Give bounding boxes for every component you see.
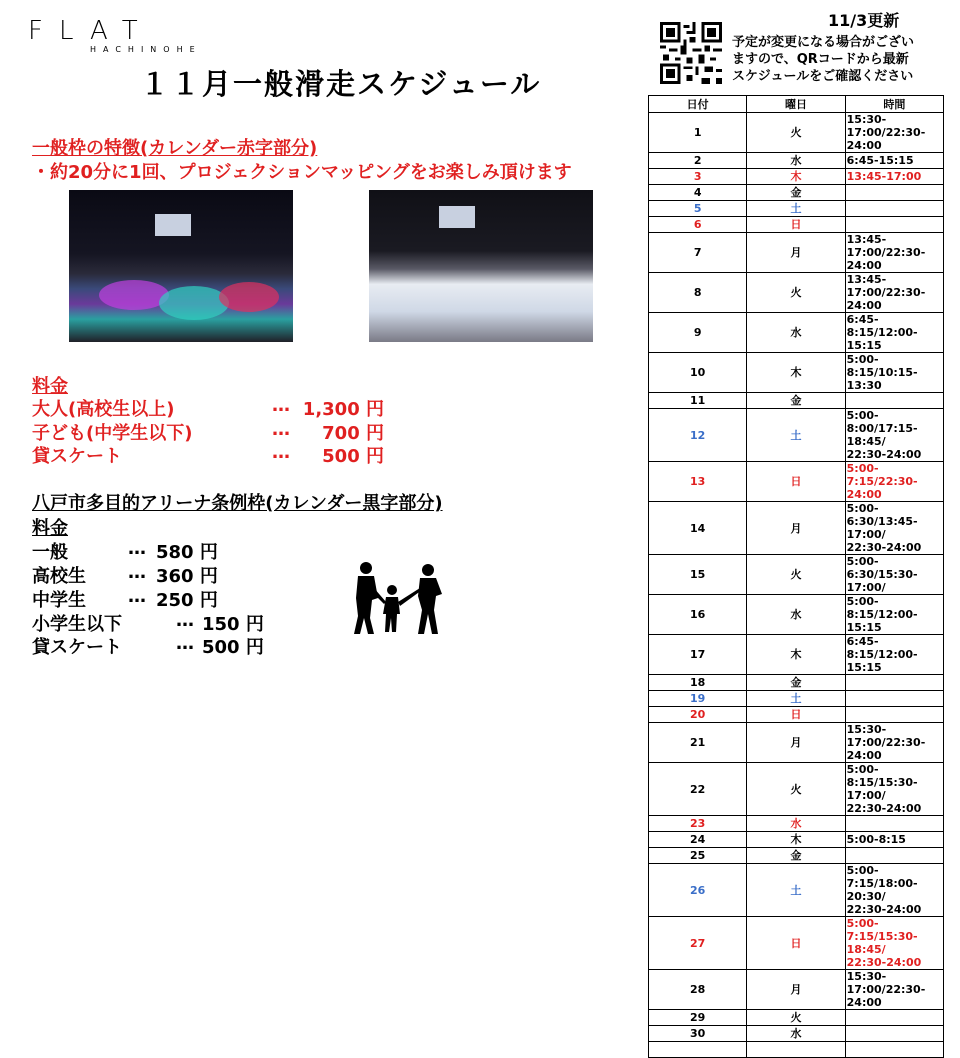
- schedule-row: [649, 273, 944, 313]
- schedule-time: [845, 707, 943, 723]
- schedule-day: 30: [649, 1026, 747, 1042]
- schedule-weekday: 土: [747, 201, 845, 217]
- schedule-time: 6:45-8:15/12:00-15:15: [845, 635, 943, 675]
- page-title: １１月一般滑走スケジュール: [140, 67, 542, 101]
- schedule-day: 7: [649, 233, 747, 273]
- schedule-row: [649, 502, 944, 555]
- schedule-time: 5:00-6:30/15:30-17:00/: [845, 555, 943, 595]
- schedule-time: [845, 675, 943, 691]
- schedule-row: [649, 233, 944, 273]
- schedule-day: 15: [649, 555, 747, 595]
- fee-amount: 360 円: [156, 566, 218, 587]
- qr-code-icon[interactable]: [660, 22, 722, 84]
- schedule-time: [845, 1010, 943, 1026]
- schedule-weekday: 水: [747, 1026, 845, 1042]
- fee-amount: 250 円: [156, 590, 218, 611]
- schedule-time: 15:30-17:00/22:30-24:00: [845, 723, 943, 763]
- price-amount: 1,300 円: [302, 399, 384, 420]
- schedule-row: [649, 313, 944, 353]
- schedule-row: [649, 555, 944, 595]
- notice-line: スケジュールをご確認ください: [732, 69, 914, 84]
- schedule-row: [649, 113, 944, 153]
- logo-main: FLAT: [28, 16, 154, 46]
- schedule-weekday: [747, 1042, 845, 1058]
- schedule-weekday: 金: [747, 393, 845, 409]
- skating-family-icon: [350, 560, 450, 636]
- schedule-time: 5:00-7:15/15:30-18:45/ 22:30-24:00: [845, 917, 943, 970]
- projection-glow: [219, 282, 279, 312]
- schedule-weekday: 月: [747, 723, 845, 763]
- schedule-time: 5:00-8:15/10:15-13:30: [845, 353, 943, 393]
- schedule-row: [649, 393, 944, 409]
- schedule-time: 13:45-17:00/22:30-24:00: [845, 273, 943, 313]
- schedule-day: [649, 1042, 747, 1058]
- schedule-day: 9: [649, 313, 747, 353]
- schedule-time: [845, 1026, 943, 1042]
- fee-dots: …: [176, 633, 194, 654]
- schedule-row: [649, 635, 944, 675]
- fee-amount: 150 円: [202, 614, 264, 635]
- schedule-time: [845, 691, 943, 707]
- fee-dots: …: [128, 538, 146, 559]
- schedule-time: 5:00-7:15/18:00-20:30/ 22:30-24:00: [845, 864, 943, 917]
- schedule-day: 10: [649, 353, 747, 393]
- flat-logo: [28, 16, 214, 54]
- schedule-day: 12: [649, 409, 747, 462]
- schedule-weekday: 金: [747, 675, 845, 691]
- schedule-row: [649, 832, 944, 848]
- schedule-table: [648, 95, 944, 1058]
- fee-label: 一般: [32, 542, 68, 563]
- schedule-weekday: 日: [747, 707, 845, 723]
- schedule-time: 5:00-8:15: [845, 832, 943, 848]
- schedule-day: 1: [649, 113, 747, 153]
- schedule-day: 11: [649, 393, 747, 409]
- schedule-weekday: 火: [747, 273, 845, 313]
- schedule-day: 26: [649, 864, 747, 917]
- schedule-day: 16: [649, 595, 747, 635]
- schedule-day: 22: [649, 763, 747, 816]
- schedule-day: 14: [649, 502, 747, 555]
- schedule-weekday: 水: [747, 153, 845, 169]
- schedule-time: 5:00-8:00/17:15-18:45/ 22:30-24:00: [845, 409, 943, 462]
- scoreboard-cube: [439, 206, 475, 228]
- schedule-weekday: 日: [747, 217, 845, 233]
- price-label: 子ども(中学生以下): [32, 423, 193, 444]
- price-dots: …: [272, 395, 290, 416]
- schedule-time: 6:45-15:15: [845, 153, 943, 169]
- schedule-time: 15:30-17:00/22:30-24:00: [845, 970, 943, 1010]
- schedule-time: [845, 1042, 943, 1058]
- schedule-weekday: 火: [747, 113, 845, 153]
- schedule-weekday: 火: [747, 555, 845, 595]
- notice-text: [732, 34, 952, 85]
- schedule-weekday: 金: [747, 185, 845, 201]
- rink-photo-maze: [369, 190, 593, 342]
- schedule-weekday: 火: [747, 763, 845, 816]
- schedule-day: 29: [649, 1010, 747, 1026]
- rink-photo-mapping: [69, 190, 293, 342]
- schedule-row: [649, 675, 944, 691]
- header-time: 時間: [845, 96, 943, 113]
- schedule-weekday: 木: [747, 169, 845, 185]
- logo-sub: HACHINOHE: [90, 45, 202, 54]
- schedule-row: [649, 848, 944, 864]
- schedule-day: 18: [649, 675, 747, 691]
- schedule-weekday: 水: [747, 816, 845, 832]
- schedule-row: [649, 763, 944, 816]
- fee-amount: 500 円: [202, 637, 264, 658]
- schedule-time: [845, 201, 943, 217]
- schedule-weekday: 月: [747, 233, 845, 273]
- schedule-row: [649, 595, 944, 635]
- schedule-weekday: 金: [747, 848, 845, 864]
- schedule-day: 24: [649, 832, 747, 848]
- schedule-day: 20: [649, 707, 747, 723]
- schedule-row: [649, 217, 944, 233]
- schedule-row: [649, 462, 944, 502]
- schedule-time: 5:00-8:15/15:30-17:00/ 22:30-24:00: [845, 763, 943, 816]
- schedule-row: [649, 816, 944, 832]
- schedule-row: [649, 1010, 944, 1026]
- feature-line: ・約20分に1回、プロジェクションマッピングをお楽しみ頂けます: [32, 162, 572, 183]
- schedule-weekday: 木: [747, 353, 845, 393]
- schedule-time: 13:45-17:00/22:30-24:00: [845, 233, 943, 273]
- schedule-weekday: 土: [747, 864, 845, 917]
- pricing-black-heading: 八戸市多目的アリーナ条例枠(カレンダー黒字部分): [32, 493, 443, 514]
- schedule-row: [649, 409, 944, 462]
- price-row: [32, 442, 392, 466]
- schedule-day: 13: [649, 462, 747, 502]
- schedule-weekday: 月: [747, 502, 845, 555]
- notice-line: 予定が変更になる場合がござい: [732, 35, 915, 50]
- schedule-day: 19: [649, 691, 747, 707]
- schedule-time: 5:00-8:15/12:00-15:15: [845, 595, 943, 635]
- schedule-day: 21: [649, 723, 747, 763]
- scoreboard-cube: [155, 214, 191, 236]
- schedule-weekday: 日: [747, 462, 845, 502]
- schedule-weekday: 月: [747, 970, 845, 1010]
- schedule-time: [845, 217, 943, 233]
- price-label: 大人(高校生以上): [32, 399, 175, 420]
- schedule-time: [845, 185, 943, 201]
- schedule-row: [649, 169, 944, 185]
- schedule-row: [649, 1026, 944, 1042]
- schedule-day: 23: [649, 816, 747, 832]
- header-weekday: 曜日: [747, 96, 845, 113]
- schedule-row: [649, 201, 944, 217]
- schedule-row: [649, 353, 944, 393]
- schedule-day: 17: [649, 635, 747, 675]
- fee-label: 小学生以下: [32, 614, 122, 635]
- schedule-day: 6: [649, 217, 747, 233]
- notice-line: ますので、QRコードから最新: [732, 52, 909, 67]
- schedule-day: 2: [649, 153, 747, 169]
- schedule-time: 6:45-8:15/12:00-15:15: [845, 313, 943, 353]
- header-date: 日付: [649, 96, 747, 113]
- schedule-row: [649, 153, 944, 169]
- schedule-day: 4: [649, 185, 747, 201]
- schedule-day: 25: [649, 848, 747, 864]
- schedule-row: [649, 917, 944, 970]
- schedule-weekday: 木: [747, 832, 845, 848]
- fee-dots: …: [128, 586, 146, 607]
- schedule-weekday: 水: [747, 313, 845, 353]
- schedule-time: 5:00-7:15/22:30-24:00: [845, 462, 943, 502]
- schedule-row: [649, 1042, 944, 1058]
- price-row: [32, 395, 392, 419]
- schedule-day: 8: [649, 273, 747, 313]
- schedule-day: 28: [649, 970, 747, 1010]
- schedule-day: 27: [649, 917, 747, 970]
- price-dots: …: [272, 419, 290, 440]
- schedule-day: 5: [649, 201, 747, 217]
- fee-label: 高校生: [32, 566, 86, 587]
- fee-amount: 580 円: [156, 542, 218, 563]
- schedule-day: 3: [649, 169, 747, 185]
- schedule-weekday: 日: [747, 917, 845, 970]
- schedule-row: [649, 707, 944, 723]
- price-dots: …: [272, 442, 290, 463]
- schedule-weekday: 水: [747, 595, 845, 635]
- schedule-row: [649, 970, 944, 1010]
- updated-label: 11/3更新: [828, 11, 900, 30]
- fee-label: 中学生: [32, 590, 86, 611]
- feature-heading: 一般枠の特徴(カレンダー赤字部分): [32, 138, 318, 159]
- projection-glow: [159, 286, 229, 320]
- fee-label: 貸スケート: [32, 637, 122, 658]
- schedule-weekday: 火: [747, 1010, 845, 1026]
- schedule-time: 15:30-17:00/22:30-24:00: [845, 113, 943, 153]
- price-row: [32, 419, 392, 443]
- schedule-weekday: 土: [747, 409, 845, 462]
- schedule-row: [649, 723, 944, 763]
- fee-dots: …: [176, 610, 194, 631]
- schedule-time: [845, 848, 943, 864]
- schedule-weekday: 木: [747, 635, 845, 675]
- schedule-weekday: 土: [747, 691, 845, 707]
- schedule-time: 13:45-17:00: [845, 169, 943, 185]
- schedule-time: 5:00-6:30/13:45-17:00/ 22:30-24:00: [845, 502, 943, 555]
- price-amount: 700 円: [322, 423, 384, 444]
- schedule-time: [845, 816, 943, 832]
- price-amount: 500 円: [322, 446, 384, 467]
- pricing-black-subheading: 料金: [32, 518, 68, 539]
- schedule-row: [649, 864, 944, 917]
- pricing-red-heading: 料金: [32, 376, 68, 397]
- schedule-row: [649, 691, 944, 707]
- schedule-row: [649, 185, 944, 201]
- price-label: 貸スケート: [32, 446, 122, 467]
- fee-dots: …: [128, 562, 146, 583]
- schedule-time: [845, 393, 943, 409]
